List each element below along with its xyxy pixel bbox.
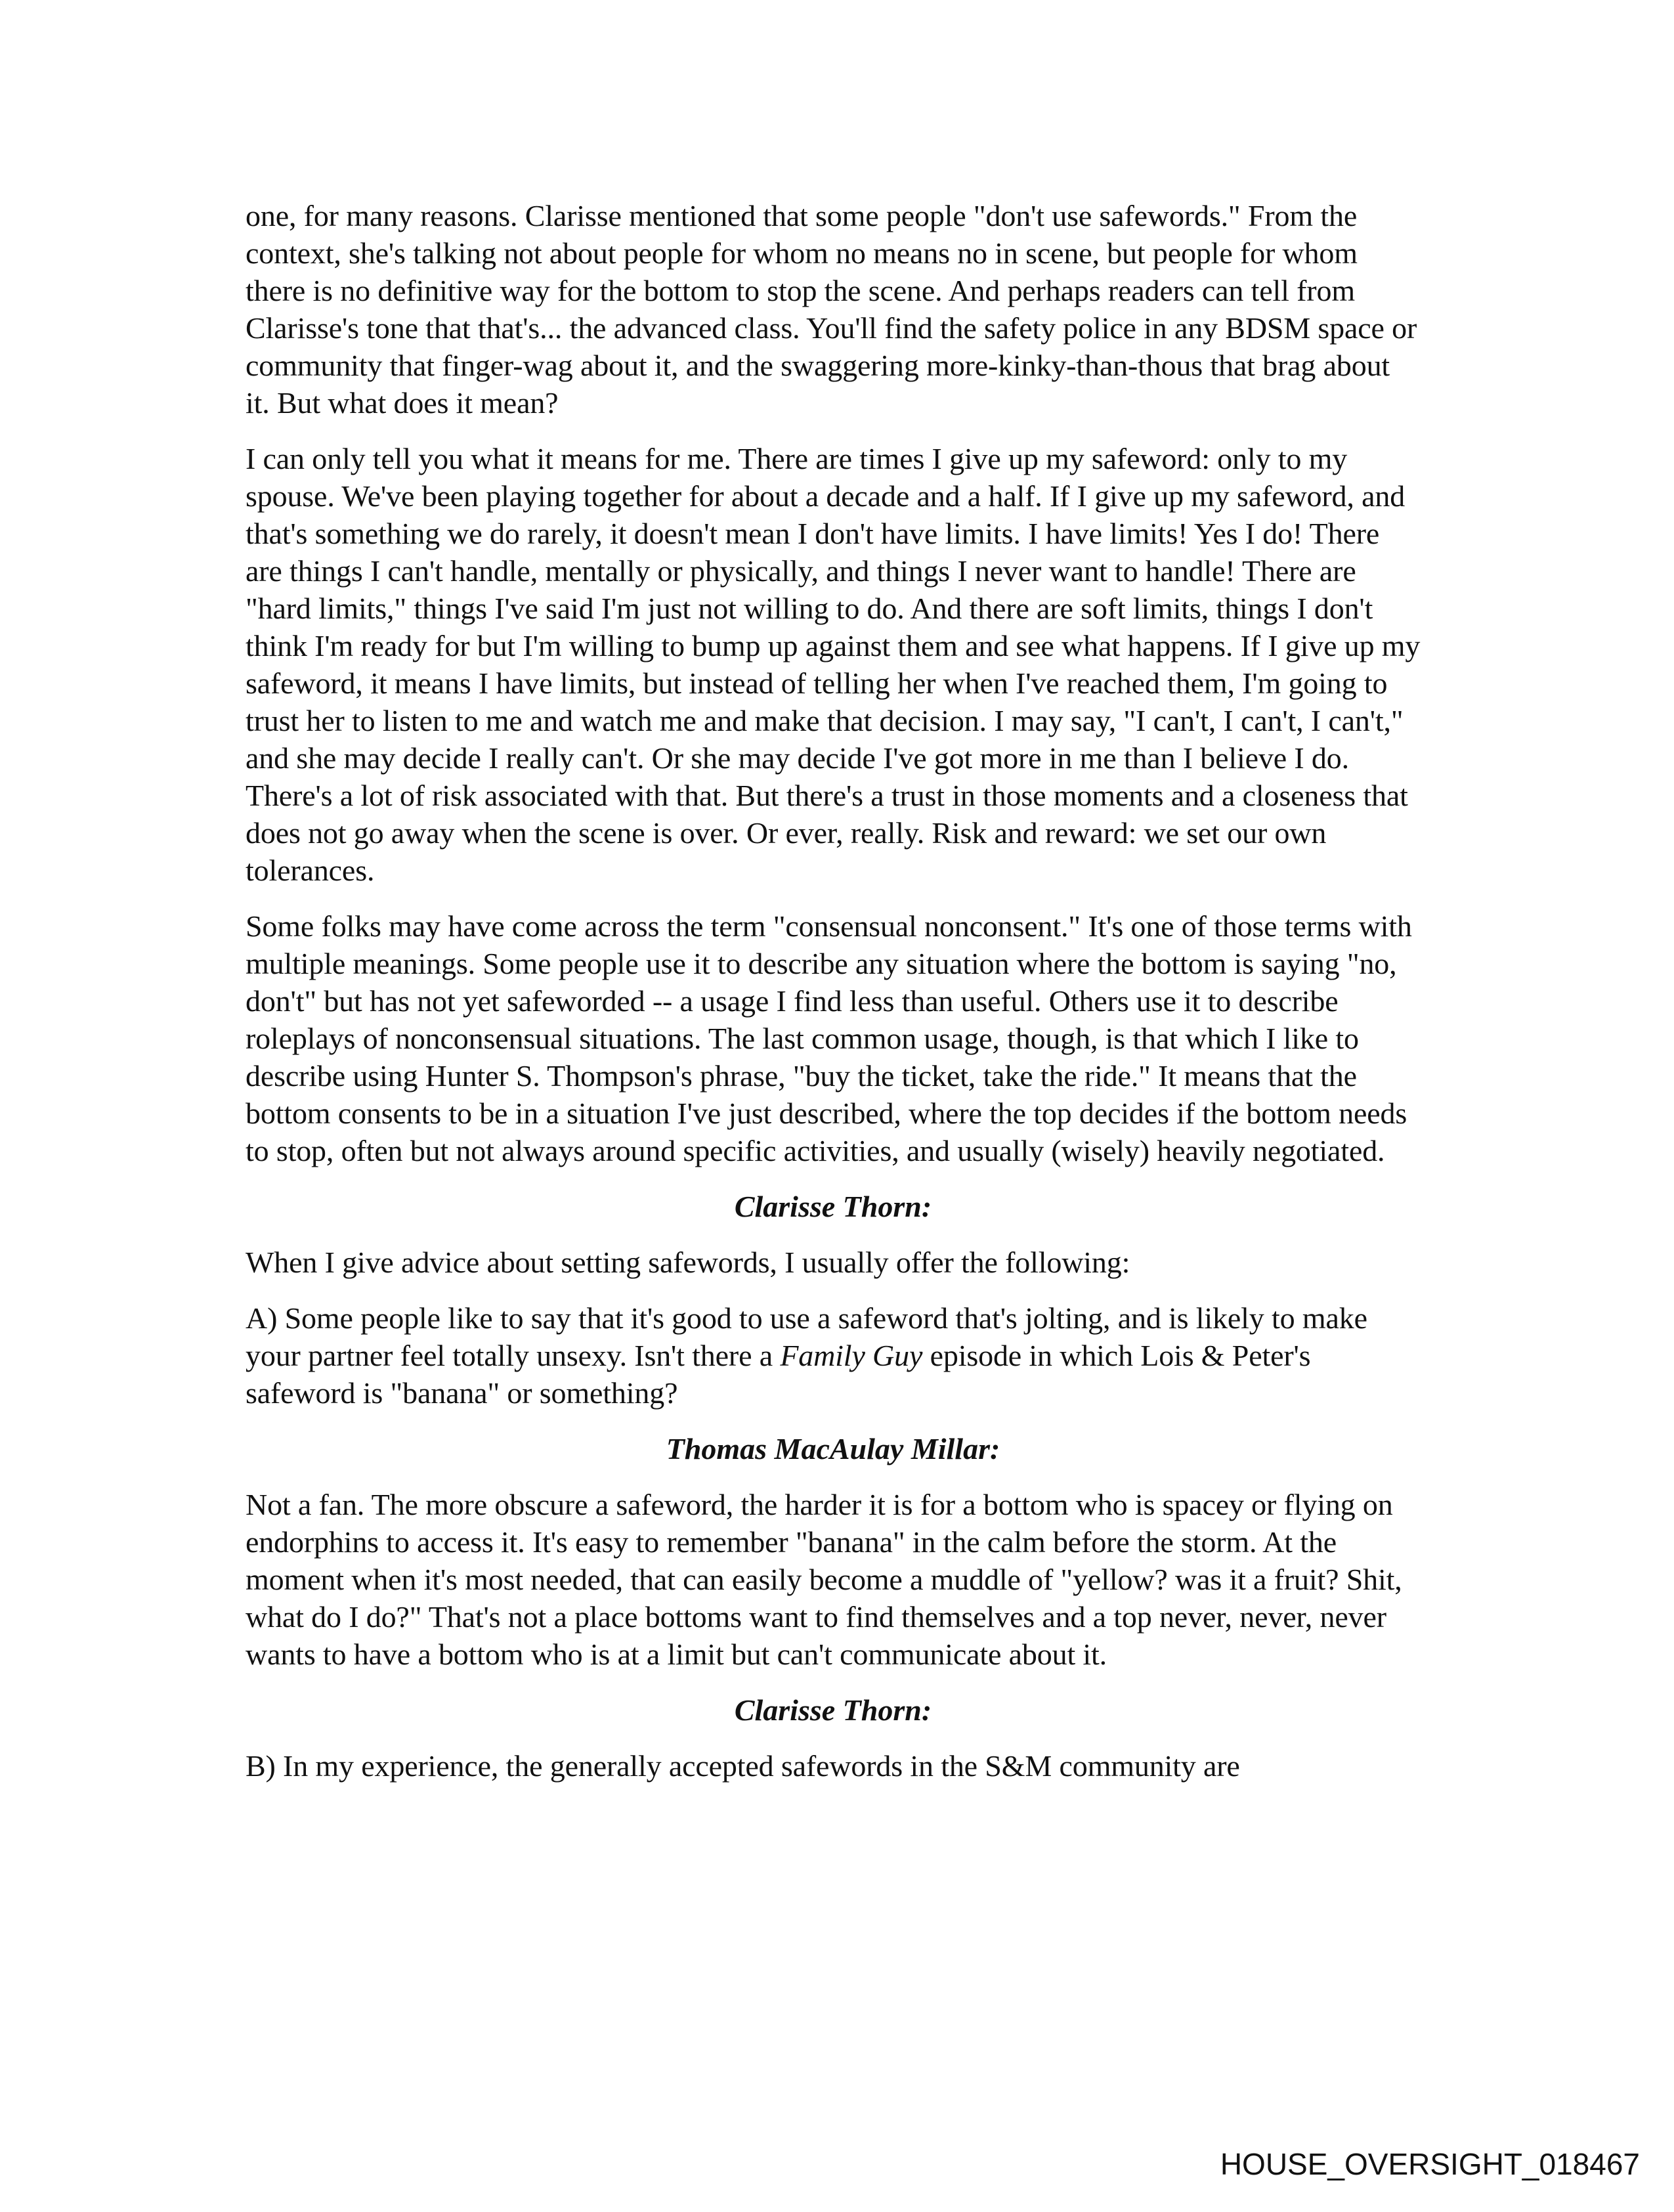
paragraph-advice-intro: When I give advice about setting safewords, I usually offer the following: [246,1246,1130,1279]
speaker-heading: Thomas MacAulay Millar: [666,1432,1000,1465]
document-id-footer: HOUSE_OVERSIGHT_018467 [1220,2147,1640,2181]
speaker-heading: Clarisse Thorn: [734,1190,932,1223]
paragraph-point-a-text: A) Some people like to say that it's good to use a safeword that's jolting, and is likely to make your partner feel totally unsexy. Isn't there a [246,1301,1367,1372]
paragraph-consensual-nonconsent: Some folks may have come across the term "consensual nonconsent." It's one of those terms with multiple meanings. Some people use it to describe any situation where the bottom is saying "no, don't" but has not yet safeworded -- a usage I find less than useful. Others use it to describe roleplays of nonconsensual situations. The last common usage, though, is that which I like to describe using Hunter S. Thompson's phrase, "buy the ticket, take the ride." It means that the bottom consents to be in a situation I've just described, where the top decides if the bottom needs to stop, often but not always around specific activities, and usually (wisely) heavily negotiated. [246,909,1412,1167]
show-title: Family Guy [780,1339,923,1372]
paragraph-giving-up-safeword: I can only tell you what it means for me. There are times I give up my safeword: only to my spouse. We've been playing together for about a decade and a half. If I give up my safeword, and that's something we do rarely, it doesn't mean I don't have limits. I have limits! Yes I do! There are things I can't handle, mentally or physically, and things I never want to handle! There are "hard limits," things I've said I'm just not willing to do. And there are soft limits, things I don't think I'm ready for but I'm willing to bump up against them and see what happens. If I give up my safeword, it means I have limits, but instead of telling her when I've reached them, I'm going to trust her to listen to me and watch me and make that decision. I may say, "I can't, I can't, I can't," and she may decide I really can't. Or she may decide I've got more in me than I believe I do. There's a lot of risk associated with that. But there's a trust in those moments and a closeness that does not go away when the scene is over. Or ever, really. Risk and reward: we set our own tolerances. [246,442,1421,887]
paragraph-safewords-context: one, for many reasons. Clarisse mentioned that some people "don't use safewords." From the context, she's talking not about people for whom no means no in scene, but people for whom there is no definitive way for the bottom to stop the scene. And perhaps readers can tell from Clarisse's tone that that's... the advanced class. You'll find the safety police in any BDSM space or community that finger-wag about it, and the swaggering more-kinky-than-thous that brag about it. But what does it mean? [246,199,1417,420]
document-body [246,197,1421,1803]
paragraph-point-a-text-end: episode in which Lois & Peter's safeword is "banana" or something? [246,1339,1311,1410]
paragraph-not-a-fan: Not a fan. The more obscure a safeword, the harder it is for a bottom who is spacey or flying on endorphins to access it. It's easy to remember "banana" in the calm before the storm. At the moment when it's most needed, that can easily become a muddle of "yellow? was it a fruit? Shit, what do I do?" That's not a place bottoms want to find themselves and a top never, never, never wants to have a bottom who is at a limit but can't communicate about it. [246,1488,1402,1671]
paragraph-point-b: B) In my experience, the generally accepted safewords in the S&M community are [246,1749,1240,1783]
speaker-heading: Clarisse Thorn: [734,1693,932,1727]
paragraph-point-a [246,1299,1421,1412]
